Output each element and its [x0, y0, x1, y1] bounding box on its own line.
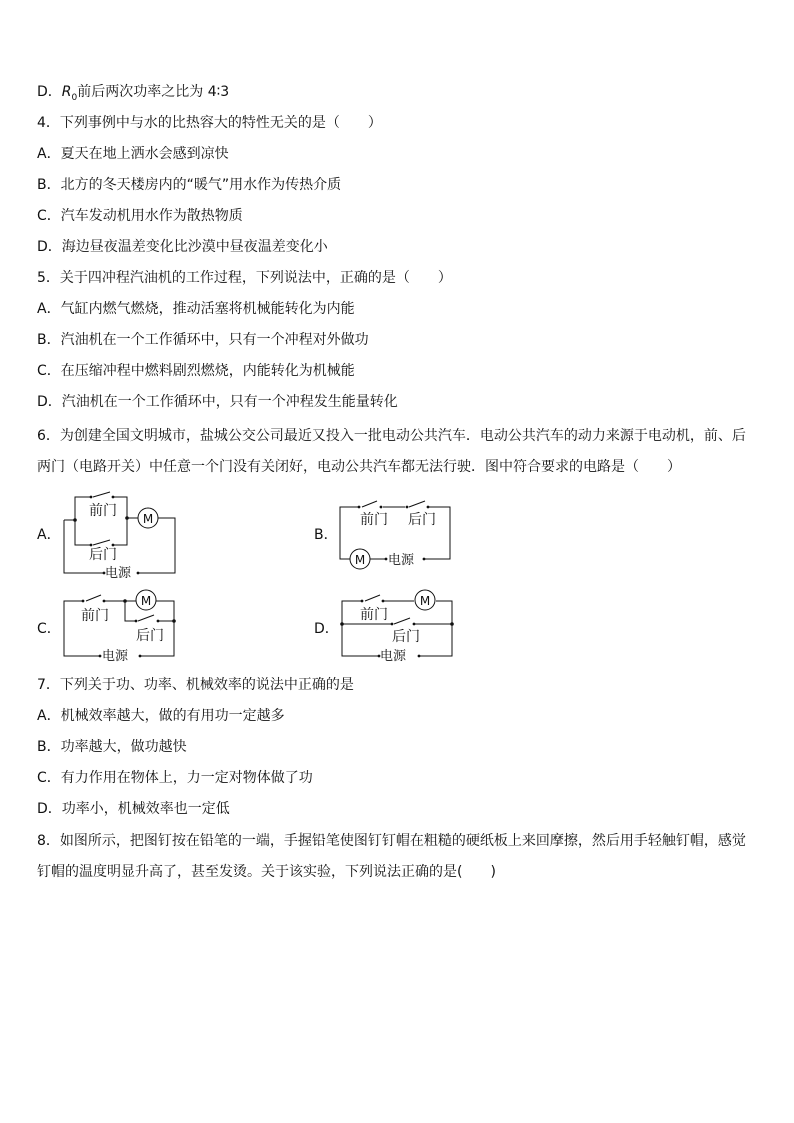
power-label: 电源: [380, 649, 407, 663]
option-text: 前后两次功率之比为 4∶3: [77, 84, 230, 100]
circuit-diagram-a: [58, 490, 183, 578]
q4-option-b: B．北方的冬天楼房内的“暖气”用水作为传热介质: [37, 177, 342, 193]
q6-option-a-label: A．: [37, 527, 61, 543]
q4-option-d: D．海边昼夜温差变化比沙漠中昼夜温差变化小: [37, 239, 328, 255]
q5-option-c: C．在压缩冲程中燃料剧烈燃烧，内能转化为机械能: [37, 363, 355, 379]
power-label: 电源: [102, 649, 129, 663]
motor-label: M: [140, 594, 152, 608]
front-door-label: 前门: [360, 607, 388, 623]
q3-option-d: [37, 82, 229, 108]
q7-option-d: D．功率小，机械效率也一定低: [37, 801, 230, 817]
subscript: 0: [71, 92, 78, 103]
motor-label: M: [419, 594, 431, 608]
power-label: 电源: [105, 566, 132, 578]
q4-stem: 4．下列事例中与水的比热容大的特性无关的是（ ）: [37, 115, 382, 131]
motor-label: M: [142, 512, 154, 526]
circuit-diagram-c: [58, 588, 183, 663]
q5-option-b: B．汽油机在一个工作循环中，只有一个冲程对外做功: [37, 332, 369, 348]
power-label: 电源: [388, 553, 415, 568]
circuit-diagram-d: [334, 588, 459, 663]
q6-option-b-label: B．: [314, 527, 338, 543]
q5-option-a: A．气缸内燃气燃烧，推动活塞将机械能转化为内能: [37, 301, 355, 317]
q6-stem: 6．为创建全国文明城市，盐城公交公司最近又投入一批电动公共汽车．电动公共汽车的动力来源于电动机，前、后两门（电路开关）中任意一个门没有关闭好，电动公共汽车都无法行驶．图中符合要求的电路是（ ）: [37, 428, 746, 475]
q5-stem: 5．关于四冲程汽油机的工作过程，下列说法中，正确的是（ ）: [37, 270, 452, 286]
q4-option-a: A．夏天在地上洒水会感到凉快: [37, 146, 229, 162]
back-door-label: 后门: [408, 512, 436, 528]
q7-option-a: A．机械效率越大，做的有用功一定越多: [37, 708, 285, 724]
q6-option-d-label: D．: [314, 621, 339, 637]
motor-label: M: [354, 553, 366, 567]
variable-r: R: [61, 84, 72, 100]
q5-option-d: D．汽油机在一个工作循环中，只有一个冲程发生能量转化: [37, 394, 398, 410]
q7-stem: 7．下列关于功、功率、机械效率的说法中正确的是: [37, 677, 354, 693]
back-door-label: 后门: [89, 547, 117, 563]
back-door-label: 后门: [136, 628, 164, 644]
q4-option-c: C．汽车发动机用水作为散热物质: [37, 208, 243, 224]
option-prefix: D．: [37, 84, 62, 100]
q7-option-c: C．有力作用在物体上，力一定对物体做了功: [37, 770, 313, 786]
front-door-label: 前门: [89, 503, 117, 519]
back-door-label: 后门: [392, 629, 420, 645]
front-door-label: 前门: [81, 608, 109, 624]
q7-option-b: B．功率越大，做功越快: [37, 739, 187, 755]
front-door-label: 前门: [360, 512, 388, 528]
q8-stem: 8．如图所示，把图钉按在铅笔的一端，手握铅笔使图钉钉帽在粗糙的硬纸板上来回摩擦，然后用手轻触钉帽，感觉钉帽的温度明显升高了，甚至发烫。关于该实验，下列说法正确的是( ): [37, 833, 746, 880]
q6-option-c-label: C．: [37, 621, 61, 637]
circuit-diagram-b: [334, 493, 454, 578]
